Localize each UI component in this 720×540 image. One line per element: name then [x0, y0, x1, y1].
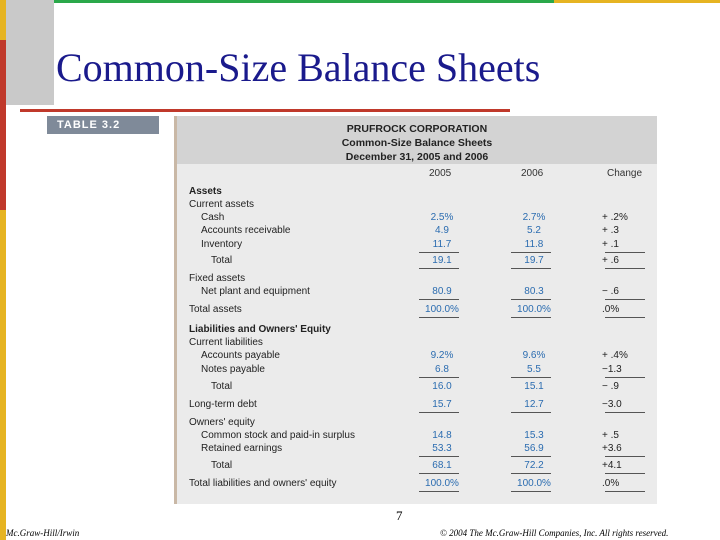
total-underline — [511, 299, 551, 300]
value-2006: 72.2 — [524, 460, 544, 471]
table-date: December 31, 2005 and 2006 — [345, 151, 489, 163]
value-2006: 15.1 — [524, 381, 544, 392]
value-change: +4.1 — [602, 460, 622, 471]
table-row — [177, 460, 657, 473]
table-row — [177, 337, 657, 350]
value-2005: 53.3 — [432, 443, 452, 454]
row-label: Total liabilities and owners' equity — [189, 478, 337, 489]
value-2005: 11.7 — [432, 239, 452, 250]
top-accent-bar-gold — [554, 0, 720, 3]
value-2006: 100.0% — [517, 304, 551, 315]
value-2006: 11.8 — [524, 239, 544, 250]
table-tag: TABLE 3.2 — [47, 116, 159, 134]
value-2005: 9.2% — [430, 350, 454, 361]
top-accent-bar-green — [54, 0, 554, 3]
row-label: Inventory — [201, 239, 243, 250]
row-label: Accounts payable — [201, 350, 280, 361]
table-row — [177, 417, 657, 430]
table-row — [177, 255, 657, 268]
total-underline — [605, 491, 645, 492]
row-label: Accounts receivable — [201, 225, 291, 236]
total-underline — [419, 491, 459, 492]
column-headers — [177, 168, 657, 182]
table-row — [177, 273, 657, 286]
value-2005: 19.1 — [432, 255, 452, 266]
value-change: .0% — [602, 478, 620, 489]
table-header — [177, 116, 657, 164]
value-2005: 16.0 — [432, 381, 452, 392]
table-row — [177, 199, 657, 212]
table-row — [177, 304, 657, 317]
value-2006: 15.3 — [524, 430, 544, 441]
value-2005: 100.0% — [425, 304, 459, 315]
value-2005: 80.9 — [432, 286, 452, 297]
value-change: + .5 — [602, 430, 619, 441]
row-label: Fixed assets — [189, 273, 246, 284]
value-2006: 9.6% — [522, 350, 546, 361]
total-underline — [511, 456, 551, 457]
footer-publisher: Mc.Graw-Hill/Irwin — [6, 528, 80, 538]
total-underline — [419, 252, 459, 253]
total-underline — [419, 377, 459, 378]
value-change: + .1 — [602, 239, 619, 250]
table-row — [177, 443, 657, 456]
value-2006: 5.5 — [527, 364, 541, 375]
table-row — [177, 212, 657, 225]
row-label: Total — [211, 381, 233, 392]
page-number: 7 — [396, 508, 403, 523]
total-underline — [605, 299, 645, 300]
total-underline — [511, 491, 551, 492]
value-2005: 6.8 — [435, 364, 449, 375]
value-2006: 80.3 — [524, 286, 544, 297]
total-underline — [511, 252, 551, 253]
total-underline — [419, 268, 459, 269]
value-2005: 14.8 — [432, 430, 452, 441]
row-label: Long-term debt — [189, 399, 257, 410]
row-label: Cash — [201, 212, 225, 223]
value-change: −1.3 — [602, 364, 622, 375]
row-label: Owners' equity — [189, 417, 255, 428]
total-underline — [605, 317, 645, 318]
value-2006: 2.7% — [522, 212, 546, 223]
value-change: + .2% — [602, 212, 628, 223]
table-row — [177, 286, 657, 299]
value-change: + .4% — [602, 350, 628, 361]
value-change: −3.0 — [602, 399, 622, 410]
total-underline — [605, 473, 645, 474]
table-row — [177, 430, 657, 443]
slide-title: Common-Size Balance Sheets — [56, 45, 541, 90]
left-accent-block-gray — [6, 0, 54, 105]
table-row — [177, 350, 657, 363]
company-name: PRUFROCK CORPORATION — [346, 123, 488, 135]
total-underline — [511, 317, 551, 318]
row-label: Liabilities and Owners' Equity — [189, 324, 331, 335]
total-underline — [511, 268, 551, 269]
value-change: − .6 — [602, 286, 619, 297]
value-2006: 56.9 — [524, 443, 544, 454]
table-row — [177, 399, 657, 412]
value-change: + .3 — [602, 225, 619, 236]
total-underline — [605, 377, 645, 378]
table-subtitle: Common-Size Balance Sheets — [341, 137, 493, 149]
table-row — [177, 478, 657, 491]
value-2005: 15.7 — [432, 399, 452, 410]
value-2006: 19.7 — [524, 255, 544, 266]
table-row — [177, 239, 657, 252]
total-underline — [419, 456, 459, 457]
row-label: Net plant and equipment — [201, 286, 310, 297]
total-underline — [511, 377, 551, 378]
value-2005: 100.0% — [425, 478, 459, 489]
row-label: Total — [211, 460, 233, 471]
table-row — [177, 381, 657, 394]
total-underline — [419, 412, 459, 413]
total-underline — [419, 473, 459, 474]
total-underline — [419, 299, 459, 300]
total-underline — [605, 252, 645, 253]
value-change: + .6 — [602, 255, 619, 266]
value-2005: 68.1 — [432, 460, 452, 471]
row-label: Retained earnings — [201, 443, 283, 454]
value-2006: 100.0% — [517, 478, 551, 489]
table-row — [177, 186, 657, 199]
total-underline — [605, 456, 645, 457]
table-row — [177, 225, 657, 238]
value-change: .0% — [602, 304, 620, 315]
value-change: +3.6 — [602, 443, 622, 454]
row-label: Total — [211, 255, 233, 266]
row-label: Total assets — [189, 304, 242, 315]
row-label: Common stock and paid-in surplus — [201, 430, 355, 441]
footer-copyright: © 2004 The Mc.Graw-Hill Companies, Inc. All rights reserved. — [440, 528, 669, 538]
value-2005: 2.5% — [430, 212, 454, 223]
column-header-2006: 2006 — [521, 168, 544, 179]
balance-sheet-table — [174, 116, 657, 504]
value-2006: 5.2 — [527, 225, 541, 236]
value-change: − .9 — [602, 381, 619, 392]
table-row — [177, 324, 657, 337]
total-underline — [511, 473, 551, 474]
row-label: Current liabilities — [189, 337, 263, 348]
column-header-change: Change — [607, 168, 643, 179]
value-2006: 12.7 — [524, 399, 544, 410]
value-2005: 4.9 — [435, 225, 449, 236]
total-underline — [511, 412, 551, 413]
column-header-2005: 2005 — [429, 168, 452, 179]
total-underline — [605, 268, 645, 269]
row-label: Current assets — [189, 199, 255, 210]
row-label: Assets — [189, 186, 222, 197]
table-row — [177, 364, 657, 377]
row-label: Notes payable — [201, 364, 265, 375]
total-underline — [419, 317, 459, 318]
total-underline — [605, 412, 645, 413]
title-underline — [20, 109, 510, 112]
